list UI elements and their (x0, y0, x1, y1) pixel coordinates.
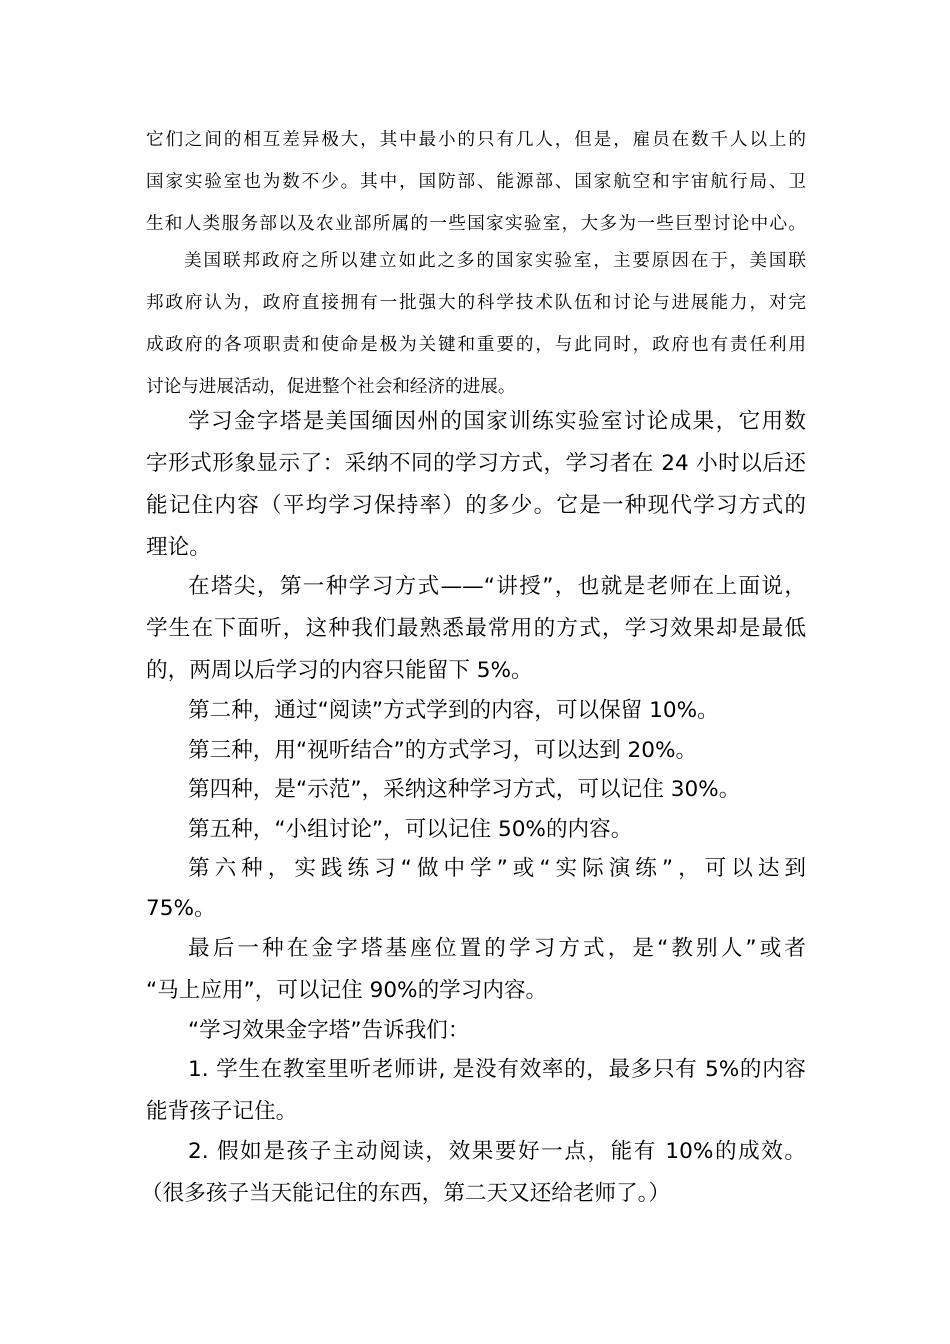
text-line: 讨论与进展活动，促进整个社会和经济的进展。 (146, 377, 516, 397)
text-line: “学习效果金字塔”告诉我们： (188, 1018, 470, 1043)
text-line: 它们之间的相互差异极大，其中最小的只有几人，但是，雇员在数千人以上的 (146, 130, 806, 150)
text-line: 学生在下面听，这种我们最熟悉最常用的方式，学习效果却是最低 (146, 616, 806, 641)
text-line: 能背孩子记住。 (146, 1099, 298, 1124)
text-line: 最后一种在金字塔基座位置的学习方式，是“教别人”或者 (188, 936, 806, 961)
text-line: 第四种，是“示范”，采纳这种学习方式，可以记住 30%。 (188, 777, 741, 802)
text-line: 邦政府认为，政府直接拥有一批强大的科学技术队伍和讨论与进展能力，对完 (146, 293, 806, 313)
text-line: 理论。 (146, 535, 211, 560)
text-line: 国家实验室也为数不少。其中，国防部、能源部、国家航空和宇宙航行局、卫 (146, 172, 806, 192)
text-line: “马上应用”，可以记住 90%的学习内容。 (146, 978, 548, 1003)
text-line: 2. 假如是孩子主动阅读，效果要好一点，能有 10%的成效。 (188, 1139, 806, 1164)
text-line: 生和人类服务部以及农业部所属的一些国家实验室，大多为一些巨型讨论中心。 (146, 214, 806, 234)
text-line: 学习金字塔是美国缅因州的国家训练实验室讨论成果，它用数 (188, 409, 806, 434)
text-line: 美国联邦政府之所以建立如此之多的国家实验室，主要原因在于，美国联 (184, 251, 806, 271)
text-line: 第三种，用“视听结合”的方式学习，可以达到 20%。 (188, 738, 698, 763)
text-line: 在塔尖，第一种学习方式——“讲授”，也就是老师在上面说， (188, 574, 806, 599)
text-line: 能记住内容（平均学习保持率）的多少。它是一种现代学习方式的 (146, 493, 806, 518)
text-line: 第五种，“小组讨论”，可以记住 50%的内容。 (188, 817, 633, 842)
text-line: 的，两周以后学习的内容只能留下 5%。 (146, 658, 533, 683)
text-line: 字形式形象显示了：采纳不同的学习方式，学习者在 24 小时以后还 (146, 451, 806, 476)
text-line: 75%。 (146, 896, 216, 921)
text-line: 1. 学生在教室里听老师讲, 是没有效率的，最多只有 5%的内容 (188, 1057, 806, 1082)
text-line: 第二种，通过“阅读”方式学到的内容，可以保留 10%。 (188, 698, 719, 723)
text-line: 成政府的各项职责和使命是极为关键和重要的，与此同时，政府也有责任利用 (146, 335, 806, 355)
text-line: （很多孩子当天能记住的东西，第二天又还给老师了。） (141, 1181, 671, 1206)
text-line: 第六种，实践练习“做中学”或“实际演练”，可以达到 (188, 856, 806, 881)
